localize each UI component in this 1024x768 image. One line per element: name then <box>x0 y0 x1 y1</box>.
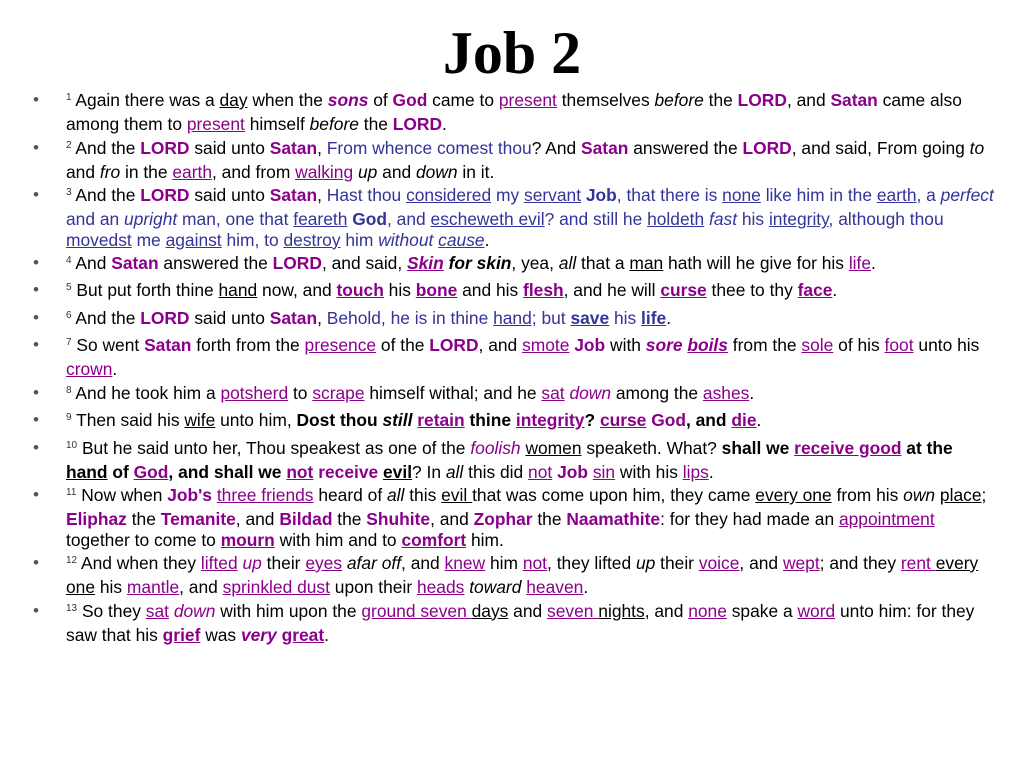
verse-text-segment: upon their <box>329 577 417 598</box>
verse-text-segment: to <box>969 137 985 158</box>
verse-text-segment: Now when <box>76 485 168 506</box>
verse-text-segment: . <box>832 280 838 301</box>
verse-text-segment: earth <box>876 185 917 206</box>
verse-text-segment: me <box>131 229 166 250</box>
verse-text-segment: ashes <box>702 382 750 403</box>
verse-text-segment: , and <box>644 600 689 621</box>
verse-number: 6 <box>66 309 72 321</box>
verse-text-segment: the <box>703 90 738 110</box>
verse-text-segment: integrity <box>515 410 585 431</box>
verse-text-segment: Skin <box>407 252 444 273</box>
verse-text-segment: that a <box>576 252 630 273</box>
verse-text-segment: , and <box>387 209 431 230</box>
verse-text-segment: evil <box>441 485 473 506</box>
verse-text-segment: movedst <box>66 229 132 250</box>
verse-text-segment: thine <box>464 410 516 431</box>
verse-text-segment: . <box>583 577 589 598</box>
verse-text-segment: servant <box>524 185 582 206</box>
verse-text-segment: three friends <box>216 485 314 506</box>
verse-text-segment: grief <box>162 624 201 645</box>
verse-text-segment: of <box>368 90 393 110</box>
verse-item <box>36 253 996 277</box>
verse-text-segment: integrity <box>768 209 829 230</box>
verse-text-segment: now, and <box>257 280 337 301</box>
verse-text-segment: their <box>261 552 306 573</box>
verse-text-segment: , <box>317 185 327 206</box>
verse-text-segment: down <box>569 382 612 403</box>
verse-text-segment: shall we <box>721 437 795 458</box>
verse-text-segment: receive <box>318 461 379 482</box>
verse-text-segment: So went <box>71 335 145 356</box>
verse-text-segment: holdeth <box>647 209 705 230</box>
verse-text-segment: for skin <box>448 252 512 273</box>
verse-text-segment: sons <box>327 90 369 110</box>
verse-number: 3 <box>66 187 72 199</box>
verse-text-segment: of the <box>376 335 430 356</box>
verse-text-segment: and <box>66 161 100 182</box>
verse-text-segment: comfort <box>401 529 467 550</box>
verse-text-segment: Naamathite <box>566 509 661 530</box>
verse-text-segment: Job's <box>167 485 212 506</box>
verse-item <box>36 383 996 407</box>
verse-text-segment: hand <box>218 280 258 301</box>
verse-text-segment: And the <box>71 307 141 328</box>
verse-text-segment: the <box>532 509 567 530</box>
verse-text-segment: in the <box>120 161 173 182</box>
verse-text-segment: speaketh. What? <box>581 437 722 458</box>
slide-title: Job 2 <box>442 20 582 86</box>
verse-text-segment: day <box>219 90 248 110</box>
verse-number: 7 <box>66 337 72 349</box>
verse-text-segment: this did <box>463 461 529 482</box>
verse-text-segment: up <box>635 552 656 573</box>
verse-text-segment: toward <box>469 577 522 598</box>
verse-text-segment: present <box>186 114 245 135</box>
verse-text-segment: at the <box>901 437 953 458</box>
verse-item <box>36 335 996 379</box>
verse-text-segment: forth from the <box>191 335 305 356</box>
verse-text-segment: voice <box>698 552 740 573</box>
verse-text-segment: But put forth thine <box>71 280 219 301</box>
verse-text-segment: And the <box>71 137 141 158</box>
verse-text-segment: Satan <box>269 185 318 206</box>
verse-number: 11 <box>66 487 77 499</box>
verse-text-segment: Again there was a <box>71 90 220 110</box>
verse-text-segment: escheweth evil <box>430 209 545 230</box>
verse-text-segment: man, one that <box>177 209 294 230</box>
verse-text-segment: himself withal; and he <box>364 382 542 403</box>
verse-text-segment: place <box>939 485 982 506</box>
verse-text-segment: , that there is <box>616 185 723 206</box>
verse-text-segment: down <box>416 161 458 182</box>
verse-text-segment: Then said his <box>71 410 185 431</box>
verse-text-segment: their <box>655 552 699 573</box>
verse-text-segment: Bildad <box>279 509 333 530</box>
verse-text-segment: his <box>95 577 127 598</box>
verse-text-segment: every one <box>755 485 832 506</box>
verse-text-segment: that was come upon him, they came <box>472 485 756 506</box>
verse-text-segment: of his <box>833 335 885 356</box>
verse-text-segment: him, to <box>221 229 284 250</box>
verse-text-segment: heard of <box>313 485 387 506</box>
verse-text-segment: sprinkled dust <box>222 577 330 598</box>
verse-text-segment: Zophar <box>473 509 533 530</box>
verse-text-segment: answered the <box>158 252 273 273</box>
verse-text-segment: none <box>722 185 761 206</box>
verse-text-segment: hand; <box>493 307 537 328</box>
verse-text-segment: , and said, <box>321 252 408 273</box>
verse-text-segment: said unto <box>189 137 270 158</box>
verse-item <box>36 485 996 550</box>
verse-text-segment: Job <box>557 461 588 482</box>
verse-text-segment: And he took him a <box>71 382 221 403</box>
verse-text-segment: presence <box>304 335 377 356</box>
verse-text-segment: him <box>340 229 379 250</box>
verse-text-segment: LORD <box>140 137 190 158</box>
verse-text-segment: scrape <box>312 382 365 403</box>
verse-number: 1 <box>66 92 72 103</box>
verse-text-segment: LORD <box>392 114 443 135</box>
verse-text-segment: Job <box>585 185 617 206</box>
verse-number: 9 <box>66 412 72 424</box>
verse-text-segment: seven <box>547 600 599 621</box>
verse-item <box>36 138 996 182</box>
verse-text-segment: , and shall we <box>168 461 287 482</box>
verse-text-segment: walking <box>295 161 354 182</box>
verse-text-segment: lifted <box>200 552 238 573</box>
verse-number: 10 <box>66 439 78 451</box>
verse-number: 12 <box>66 554 78 566</box>
verse-text-segment: him <box>485 552 523 573</box>
verse-text-segment: my <box>491 185 524 206</box>
verse-text-segment: ? In <box>412 461 446 482</box>
verse-text-segment: , <box>317 307 327 328</box>
verse-text-segment: the <box>358 114 393 135</box>
verse-text-segment: potsherd <box>220 382 289 403</box>
verse-text-segment: , and said, From going <box>791 137 970 158</box>
verse-text-segment: , and <box>786 90 831 110</box>
verse-text-segment: retain <box>417 410 465 431</box>
verse-text-segment: LORD <box>742 137 792 158</box>
verse-item <box>36 438 996 482</box>
verse-text-segment: cause <box>438 229 485 250</box>
verse-text-segment: ground seven <box>361 600 472 621</box>
verse-text-segment: afar off <box>346 552 402 573</box>
verse-text-segment: down <box>173 600 216 621</box>
verse-text-segment: considered <box>406 185 492 206</box>
verse-text-segment: not <box>528 461 553 482</box>
verse-text-segment: boils <box>687 335 728 356</box>
verse-text-segment: his <box>609 307 642 328</box>
verse-text-segment: God <box>651 410 686 431</box>
verse-text-segment: , and <box>685 410 732 431</box>
verse-text-segment: fro <box>99 161 121 182</box>
verse-text-segment: . <box>484 229 490 250</box>
verse-text-segment: heads <box>416 577 465 598</box>
verse-text-segment: with his <box>615 461 683 482</box>
verse-text-segment: themselves <box>556 90 655 110</box>
verse-text-segment: ? <box>584 410 600 431</box>
verse-text-segment: Satan <box>830 90 878 110</box>
verse-text-segment: God <box>392 90 428 110</box>
verse-text-segment: still <box>382 410 413 431</box>
verse-text-segment: great <box>281 624 325 645</box>
verse-text-segment: but <box>536 307 571 328</box>
verse-text-segment: rent <box>900 552 936 573</box>
verse-text-segment: , and <box>739 552 783 573</box>
verse-text-segment: among the <box>611 382 703 403</box>
verse-item <box>36 308 996 332</box>
verse-text-segment: and <box>508 600 548 621</box>
verse-text-segment: , and <box>179 577 223 598</box>
verse-text-segment: and <box>377 161 417 182</box>
verse-text-segment: LORD <box>272 252 322 273</box>
verse-text-segment: Satan <box>269 307 318 328</box>
verse-text-segment: mantle <box>126 577 180 598</box>
verse-text-segment: and an <box>66 209 125 230</box>
verse-text-segment: : for they had made an <box>660 509 839 530</box>
verse-text-segment: answered the <box>628 137 743 158</box>
verse-text-segment: Job <box>574 335 606 356</box>
verse-text-segment: up <box>242 552 262 573</box>
verse-text-segment: unto him: for they saw that his <box>66 600 975 645</box>
verse-text-segment: none <box>688 600 727 621</box>
verse-text-segment: women <box>525 437 582 458</box>
verse-text-segment: , and he will <box>563 280 661 301</box>
verse-number: 5 <box>66 282 72 294</box>
verse-text-segment: wife <box>184 410 216 431</box>
verse-text-segment: God <box>352 209 388 230</box>
verse-number: 2 <box>66 139 72 151</box>
verse-text-segment: ; <box>981 485 987 506</box>
verse-text-segment: eyes <box>305 552 343 573</box>
verse-text-segment: upright <box>124 209 178 230</box>
verse-number: 8 <box>66 384 72 396</box>
verse-text-segment: Satan <box>581 137 629 158</box>
verse-text-segment: flesh <box>523 280 564 301</box>
verse-text-segment: And the <box>71 185 141 206</box>
verse-text-segment: Behold, he is in thine <box>326 307 494 328</box>
verse-item <box>36 553 996 597</box>
verse-text-segment: up <box>357 161 378 182</box>
verse-text-segment: himself <box>244 114 310 135</box>
verse-text-segment: in it. <box>457 161 495 182</box>
verse-text-segment: sin <box>592 461 616 482</box>
verse-text-segment: was <box>200 624 241 645</box>
verse-text-segment: ; and they <box>819 552 901 573</box>
verse-text-segment: earth <box>172 161 213 182</box>
verse-text-segment: . <box>112 359 118 380</box>
verse-text-segment: crown <box>66 359 113 380</box>
verse-text-segment: and his <box>457 280 524 301</box>
verse-number: 4 <box>66 254 72 266</box>
verse-text-segment: From whence comest thou <box>326 137 532 158</box>
verse-text-segment: save <box>570 307 610 328</box>
verse-text-segment: man <box>629 252 664 273</box>
verse-text-segment: came to <box>427 90 499 110</box>
verse-text-segment: hath will he give for his <box>663 252 849 273</box>
verse-text-segment: the <box>332 509 367 530</box>
verse-text-segment: Satan <box>111 252 159 273</box>
verse-text-segment: days <box>471 600 509 621</box>
verse-text-segment: bone <box>415 280 458 301</box>
verse-item <box>36 280 996 304</box>
verse-text-segment: lips <box>682 461 709 482</box>
verse-text-segment: destroy <box>283 229 341 250</box>
verse-text-segment: Hast thou <box>326 185 407 206</box>
verse-text-segment: feareth <box>293 209 348 230</box>
verse-text-segment: hand <box>66 461 108 482</box>
verse-text-segment: said unto <box>189 307 270 328</box>
verse-text-segment: knew <box>444 552 486 573</box>
verse-text-segment: life <box>641 307 667 328</box>
verse-text-segment: die <box>731 410 757 431</box>
verse-text-segment: before <box>654 90 704 110</box>
verse-text-segment: . <box>666 307 672 328</box>
verse-text-segment: like him in the <box>760 185 877 206</box>
verse-text-segment: , and <box>478 335 523 356</box>
verse-text-segment: face <box>797 280 833 301</box>
verse-text-segment: Dost thou <box>296 410 383 431</box>
verse-text-segment: nights <box>598 600 645 621</box>
verse-text-segment: before <box>309 114 359 135</box>
verse-item <box>36 185 996 250</box>
verse-text-segment: came also among them to <box>66 90 962 135</box>
verse-text-segment: , yea, <box>511 252 559 273</box>
verse-text-segment: sat <box>541 382 565 403</box>
verse-text-segment: . <box>749 382 755 403</box>
verse-text-segment: smote <box>522 335 570 356</box>
verse-text-segment: this <box>404 485 442 506</box>
verse-text-segment: And when they <box>77 552 201 573</box>
verse-text-segment: him. <box>466 529 504 550</box>
verse-text-segment: Shuhite <box>366 509 431 530</box>
verse-text-segment: Satan <box>144 335 192 356</box>
verse-text-segment: , and from <box>212 161 296 182</box>
verse-text-segment: word <box>797 600 836 621</box>
verse-text-segment: fast <box>709 209 738 230</box>
verse-text-segment: own <box>903 485 936 506</box>
verse-text-segment: ? And <box>531 137 582 158</box>
verse-text-segment: , and <box>430 509 474 530</box>
verse-text-segment: . <box>442 114 447 135</box>
verse-text-segment: , and <box>401 552 445 573</box>
verse-text-segment: wept <box>782 552 820 573</box>
verse-text-segment: LORD <box>140 307 190 328</box>
verse-item <box>36 601 996 645</box>
verse-text-segment: his <box>737 209 769 230</box>
verse-text-segment: , and <box>235 509 280 530</box>
verse-list <box>36 90 996 648</box>
verse-text-segment: , although thou <box>828 209 944 230</box>
verse-text-segment: LORD <box>140 185 190 206</box>
verse-text-segment: present <box>498 90 557 110</box>
verse-text-segment: without <box>378 229 434 250</box>
verse-text-segment: the <box>126 509 161 530</box>
verse-text-segment: unto his <box>913 335 980 356</box>
verse-text-segment: spake a <box>726 600 798 621</box>
verse-text-segment: from his <box>831 485 904 506</box>
verse-text-segment: all <box>445 461 464 482</box>
verse-text-segment: And <box>71 252 112 273</box>
verse-text-segment: with him upon the <box>215 600 362 621</box>
verse-text-segment: not <box>286 461 314 482</box>
verse-number: 13 <box>66 602 78 614</box>
verse-text-segment: receive good <box>794 437 902 458</box>
verse-text-segment: curse <box>599 410 647 431</box>
verse-text-segment: Satan <box>269 137 318 158</box>
verse-text-segment: foolish <box>470 437 521 458</box>
verse-text-segment: LORD <box>429 335 479 356</box>
verse-text-segment: . <box>756 410 762 431</box>
verse-text-segment: . <box>871 252 876 273</box>
verse-text-segment: , they lifted <box>547 552 636 573</box>
verse-text-segment: all <box>558 252 577 273</box>
verse-text-segment: unto him, <box>215 410 297 431</box>
verse-text-segment: all <box>386 485 405 506</box>
verse-text-segment: . <box>708 461 714 482</box>
verse-item <box>36 90 996 134</box>
verse-text-segment: evil <box>383 461 413 482</box>
verse-text-segment: when the <box>247 90 328 110</box>
verse-text-segment: life <box>848 252 872 273</box>
verse-text-segment: perfect <box>940 185 994 206</box>
verse-text-segment: LORD <box>737 90 787 110</box>
verse-text-segment: heaven <box>526 577 584 598</box>
verse-text-segment: But he said unto her, Thou speakest as one of the <box>77 437 471 458</box>
verse-text-segment: to <box>288 382 313 403</box>
verse-text-segment: from the <box>727 335 802 356</box>
verse-text-segment: with him and to <box>274 529 402 550</box>
verse-text-segment: together to come to <box>66 529 221 550</box>
verse-text-segment: every one <box>66 552 979 598</box>
verse-text-segment: with <box>605 335 646 356</box>
verse-text-segment: not <box>522 552 548 573</box>
verse-text-segment: said unto <box>189 185 270 206</box>
verse-text-segment: , a <box>916 185 941 206</box>
verse-text-segment: touch <box>336 280 384 301</box>
verse-text-segment: . <box>324 624 329 645</box>
verse-text-segment: Eliphaz <box>66 509 127 530</box>
verse-text-segment: against <box>165 229 222 250</box>
verse-text-segment: , <box>317 137 327 158</box>
verse-text-segment: of <box>107 461 134 482</box>
verse-text-segment: his <box>383 280 416 301</box>
verse-text-segment: foot <box>884 335 914 356</box>
verse-text-segment: very <box>240 624 277 645</box>
verse-text-segment: mourn <box>220 529 275 550</box>
verse-item <box>36 410 996 434</box>
verse-text-segment: Temanite <box>160 509 236 530</box>
verse-text-segment: ? and still he <box>544 209 648 230</box>
verse-text-segment: So they <box>77 600 146 621</box>
verse-text-segment: sole <box>801 335 834 356</box>
verse-text-segment: thee to thy <box>706 280 798 301</box>
verse-text-segment: sore <box>645 335 683 356</box>
verse-text-segment: appointment <box>838 509 935 530</box>
verse-text-segment: God <box>133 461 169 482</box>
verse-text-segment: sat <box>145 600 169 621</box>
verse-text-segment: curse <box>660 280 707 301</box>
